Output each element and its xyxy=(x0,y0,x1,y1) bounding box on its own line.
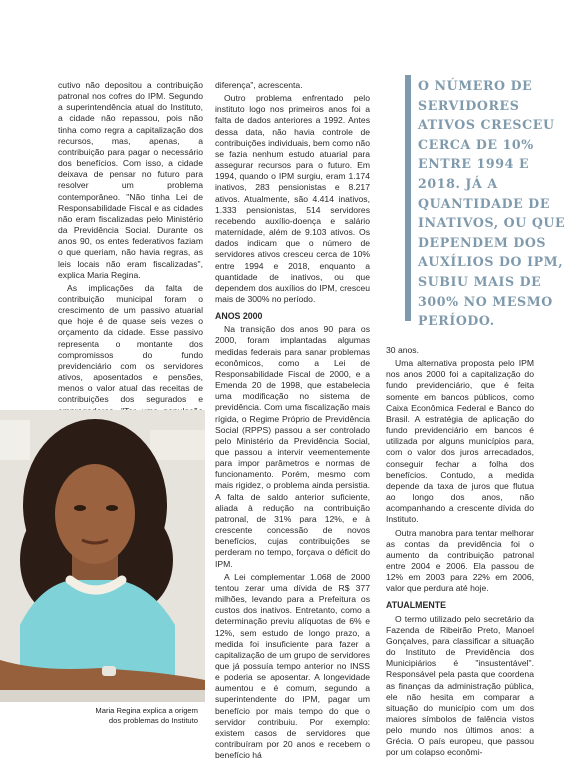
woman-portrait-illustration xyxy=(0,410,205,702)
paragraph: Outra manobra para tentar melhorar as contas da previdência foi o aumento da contribuição patronal entre 2004 e 2006. Ela passou de 12% em 2003 para 22% em 2006, valor que perdura até hoje. xyxy=(386,527,534,594)
paragraph: 30 anos. xyxy=(386,345,419,355)
paragraph: Na transição dos anos 90 para os 2000, foram implantadas algumas medidas federais para sanar problemas econômicos, como a Lei de Responsabilidade Fiscal de 2000, e a Emenda 20 de 1998, que estabelecia uma modificação no sistema de previdência. Com uma fiscalização mais rígida, o Regime Próprio de Previdência Social (RPPS) passou a ser controlado pelo Ministério da Previdência Social, que passou a intervir veementemente para impor parâmetros e normas de funcionamento. Porém, mesmo com mais rigidez, o problema ainda persistia. A falta de saldo anterior suficiente, aliada à redução na contribuição patronal, de 31% para 12%, e à crescente concessão de novos benefícios, cujas contribuições se perderam no tempo, forçava o déficit do IPM. xyxy=(215,324,370,569)
paragraph: diferença", acrescenta. xyxy=(215,80,303,90)
article-column-1 xyxy=(58,80,203,405)
pull-quote-bar xyxy=(405,75,411,321)
paragraph: Uma alternativa proposta pelo IPM nos anos 2000 foi a capitalização do fundo previdenciário, que é feita somente em bancos públicos, como Caixa Econômica Federal e Banco do Brasil. A estratégia de aplicação do fundo previdenciário em bancos é utilizada por alguns municípios para, com o valor dos juros arrecadados, conseguir fechar a folha dos benefícios. Contudo, a medida depende da taxa de juros que flutua ao longo dos anos, não acompanhando a crescente dívida do Instituto. xyxy=(386,358,534,525)
section-heading-atualmente: ATUALMENTE xyxy=(386,600,446,611)
paragraph: As implicações da falta de contribuição municipal foram o crescimento de um passivo atuarial que hoje é de quase seis vezes o orçamento da cidade. Esse passivo representa o montante dos compromissos do fundo previdenciário com os servidores ativos, aposentados e pensões, menos o valor atual das receitas de contribuições dos segurados e xyxy=(58,282,203,405)
article-column-2 xyxy=(215,80,370,761)
caption-line: dos problemas do Instituto xyxy=(108,715,198,725)
paragraph: O termo utilizado pelo secretário da Fazenda de Ribeirão Preto, Manoel Gonçalves, para classificar a situação do Instituto de Previdência dos Municipiários é "insustentável". Responsável pela pasta que coordena as finanças da administração pública, ele não hesita em comparar a situação do município com um dos maiores símbolos de falência vistos pelo mundo nos últimos anos: a Grécia. O país europeu, que passou por um colapso econômi- xyxy=(386,613,534,758)
pull-quote: O NÚMERO DE SERVIDORES ATIVOS CRESCEU CERCA DE 10% ENTRE 1994 E 2018. JÁ A QUANTIDADE DE INATIVOS, OU QUE DEPENDEM DOS AUXÍLIOS DO IPM, SUBIU MAIS DE 300% NO MESMO PERÍODO. xyxy=(418,78,566,329)
paragraph: cutivo não depositou a contribuição patronal nos cofres do IPM. Segundo a superintendência atual do Instituto, a cidade não repassou, pois não tinha como regra a capitalização dos recursos, mas, apenas, a contribuição para pagar o necessário dos benefícios. Com isso, a cidade deixava de pensar no futuro para resolver um problema contemporâneo. "Não tinha Lei de Responsabilidade Fiscal e as cidades não eram fiscalizadas pelo Ministério da Previdência Social. Durante os anos 90, os entes federativos faziam o que queriam, não havia regras, as leis locais não eram fiscalizadas", explica Maria Regina. xyxy=(58,80,203,280)
paragraph: Outro problema enfrentado pelo instituto logo nos primeiros anos foi a falta de dados anteriores a 1992. Antes dessa data, não havia controle de contribuições individuais, bem como não se fazia nenhum estudo atuarial para assegurar recursos para o futuro. Em 1994, quando o IPM surgiu, eram 1.174 inativos, 283 pensionistas e 8.217 ativos. Atualmente, são 4.414 inativos, 1.333 pensionistas, 514 servidores recebendo auxílio-doença e salário maternidade, além de 9.103 ativos. Os dados indicam que o número de servidores ativos cresceu cerca de 10% entre 1994 e 2018, enquanto a quantidade de inativos, ou que dependem dos auxílios do IPM, cresceu mais de 300% no período. xyxy=(215,93,370,304)
paragraph: A Lei complementar 1.068 de 2000 tentou zerar uma dívida de R$ 377 milhões, levando para a Prefeitura os custos dos inativos. Entretanto, como a determinação previu alíquotas de 6% e 12%, sem estudo de longo prazo, a medida foi insuficiente para fazer a capitalização de um grupo de servidores que já possuía tempo anterior no INSS e poderia se aposentar. A longevidade aumentou e é comum, segundo a superintendente do IPM, pagar um benefício por mais tempo do que o servidor contribuiu. Por exemplo: existem casos de servidores que contribuíram por 20 anos e recebem o benefício há xyxy=(215,571,370,761)
portrait-photo xyxy=(0,410,205,702)
section-heading-anos-2000: ANOS 2000 xyxy=(215,311,263,322)
article-column-3 xyxy=(386,345,534,758)
caption-line: Maria Regina explica a origem xyxy=(95,706,198,715)
photo-caption xyxy=(20,706,198,725)
